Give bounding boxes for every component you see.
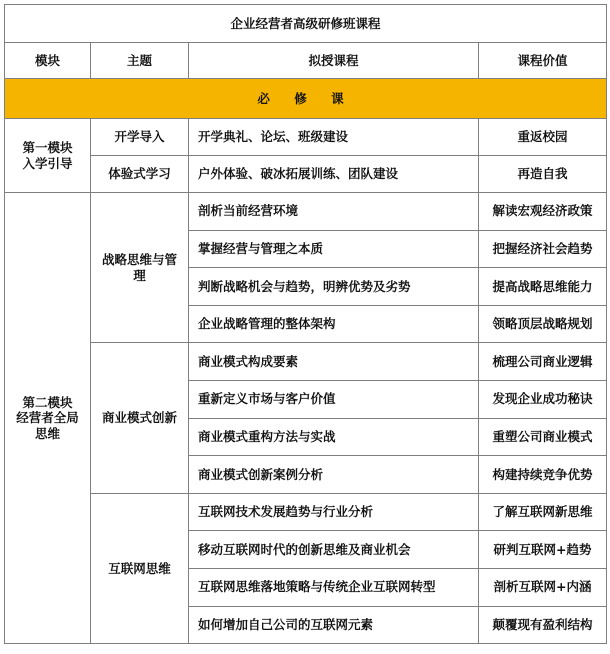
module-1-name-line2: 入学引导	[22, 155, 73, 171]
topic-strategy-line2: 理	[133, 267, 146, 283]
value-cell: 了解互联网新思维	[479, 493, 607, 531]
header-topic: 主题	[91, 43, 189, 79]
course-cell: 移动互联网时代的创新思维及商业机会	[189, 531, 479, 569]
value-cell: 把握经济社会趋势	[479, 230, 607, 268]
required-banner: 必 修 课	[5, 79, 607, 119]
table-row	[5, 343, 607, 381]
course-cell: 商业模式构成要素	[189, 343, 479, 381]
topic-cell-strategy	[91, 193, 189, 343]
table-row	[5, 119, 607, 156]
course-cell: 掌握经营与管理之本质	[189, 230, 479, 268]
course-table	[4, 4, 607, 644]
value-cell: 研判互联网+趋势	[479, 531, 607, 569]
course-cell: 开学典礼、论坛、班级建设	[189, 119, 479, 156]
topic-cell-business-model: 商业模式创新	[91, 343, 189, 493]
course-cell: 互联网技术发展趋势与行业分析	[189, 493, 479, 531]
course-cell: 重新定义市场与客户价值	[189, 380, 479, 418]
course-cell: 判断战略机会与趋势，明辨优势及劣势	[189, 268, 479, 306]
topic-cell-internet: 互联网思维	[91, 493, 189, 643]
module-2-label	[5, 193, 91, 644]
topic-cell: 体验式学习	[91, 156, 189, 193]
table-row	[5, 156, 607, 193]
course-cell: 互联网思维落地策略与传统企业互联网转型	[189, 568, 479, 606]
course-cell: 户外体验、破冰拓展训练、团队建设	[189, 156, 479, 193]
topic-cell: 开学导入	[91, 119, 189, 156]
module-1-name-line1: 第一模块	[22, 139, 73, 155]
course-cell: 商业模式重构方法与实战	[189, 418, 479, 456]
header-value: 课程价值	[479, 43, 607, 79]
topic-strategy-line1: 战略思维与管	[101, 252, 177, 268]
value-cell: 解读宏观经济政策	[479, 193, 607, 231]
header-courses: 拟授课程	[189, 43, 479, 79]
module-1-label	[5, 119, 91, 193]
value-cell: 提高战略思维能力	[479, 268, 607, 306]
course-cell: 剖析当前经营环境	[189, 193, 479, 231]
value-cell: 构建持续竞争优势	[479, 456, 607, 494]
module-2-name-line3: 思维	[34, 425, 60, 441]
value-cell: 颠覆现有盈利结构	[479, 606, 607, 644]
value-cell: 重塑公司商业模式	[479, 418, 607, 456]
value-cell: 剖析互联网+内涵	[479, 568, 607, 606]
value-cell: 领略顶层战略规划	[479, 305, 607, 343]
course-cell: 商业模式创新案例分析	[189, 456, 479, 494]
module-2-name-line1: 第二模块	[22, 394, 73, 410]
table-row	[5, 493, 607, 531]
course-cell: 如何增加自己公司的互联网元素	[189, 606, 479, 644]
module-2-name-line2: 经营者全局	[16, 410, 79, 426]
value-cell: 梳理公司商业逻辑	[479, 343, 607, 381]
value-cell: 再造自我	[479, 156, 607, 193]
table-row	[5, 193, 607, 231]
value-cell: 重返校园	[479, 119, 607, 156]
table-title: 企业经营者高级研修班课程	[5, 5, 607, 43]
header-module: 模块	[5, 43, 91, 79]
value-cell: 发现企业成功秘诀	[479, 380, 607, 418]
course-cell: 企业战略管理的整体架构	[189, 305, 479, 343]
